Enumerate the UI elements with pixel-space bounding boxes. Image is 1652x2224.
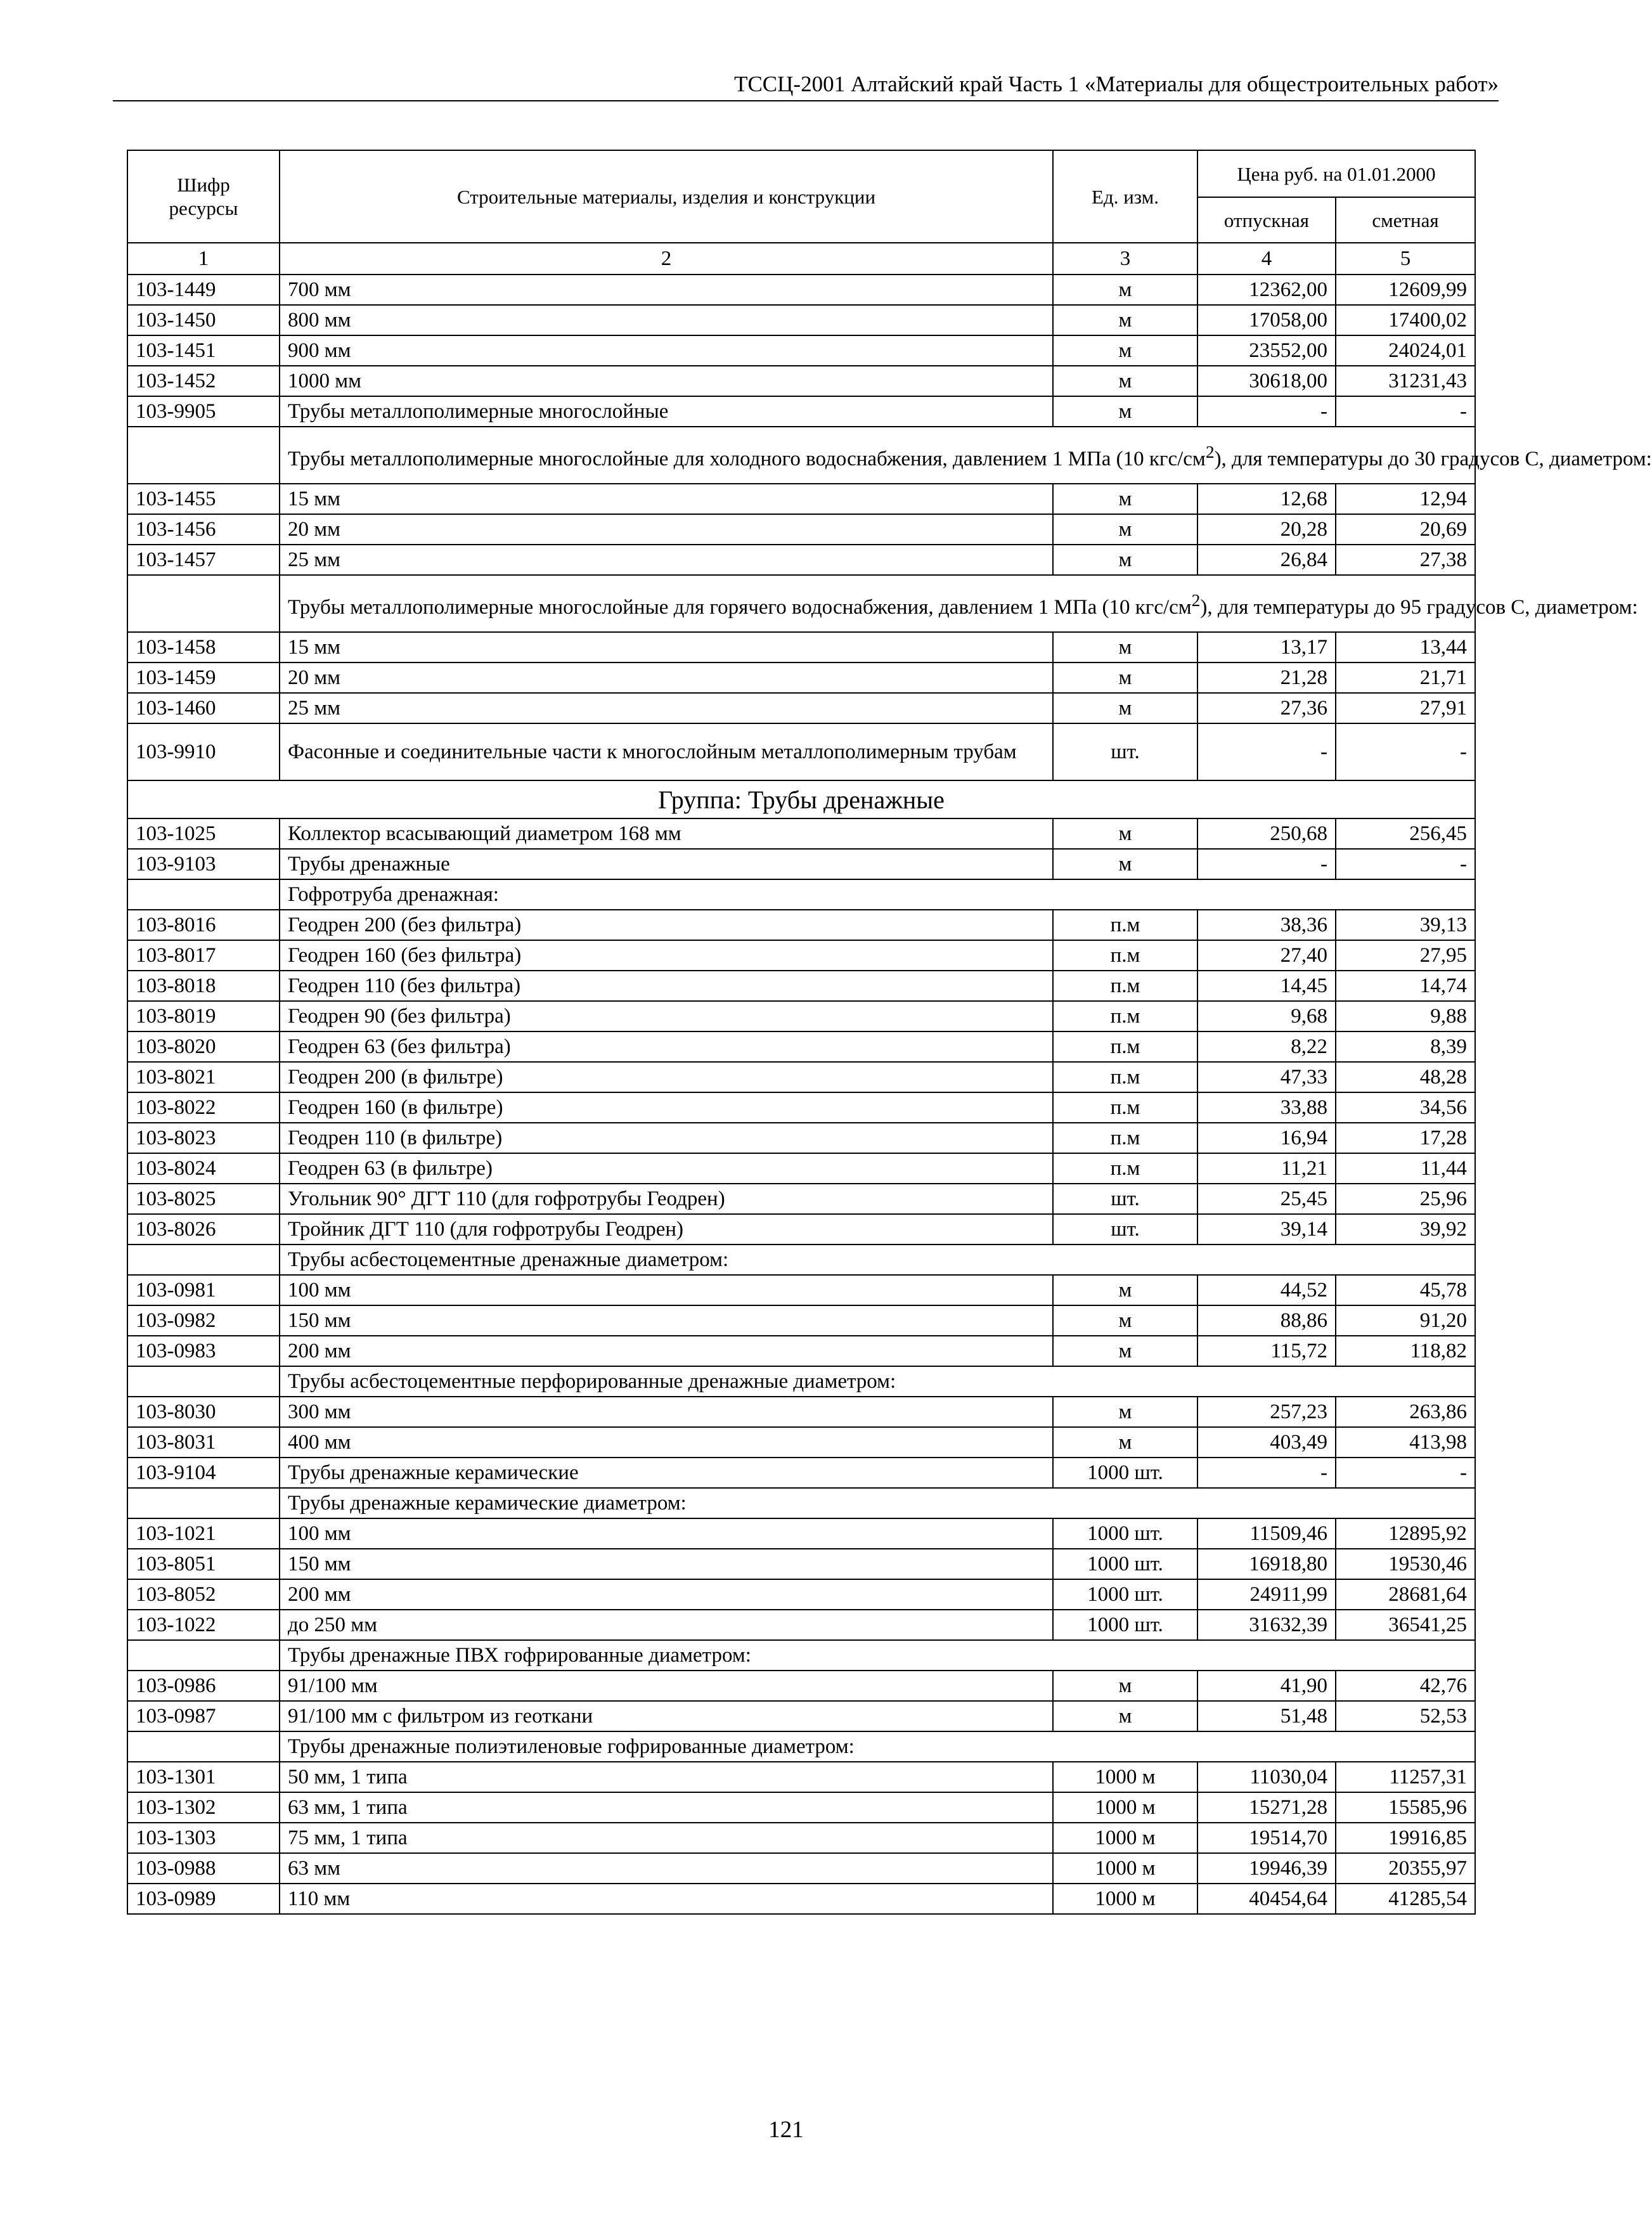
heading-text: Трубы металлополимерные многослойные для холодного водоснабжения, давлением 1 МПа (10 кгс/см [288,447,1206,470]
table-row [127,940,1475,971]
row-release-price: 26,84 [1197,545,1336,575]
row-code: 103-9104 [127,1458,280,1488]
column-number: 2 [280,243,1053,275]
row-unit: м [1053,632,1197,663]
row-estimate-price: 12895,92 [1336,1518,1475,1549]
row-name: до 250 мм [280,1610,1053,1640]
row-code: 103-1302 [127,1792,280,1823]
table-row [127,1792,1475,1823]
row-name: Коллектор всасывающий диаметром 168 мм [280,818,1053,849]
heading-text: ), для температуры до 95 градусов С, диаметром: [1200,595,1638,619]
row-code: 103-1021 [127,1518,280,1549]
row-release-price: 88,86 [1197,1305,1336,1336]
empty-code-cell [127,1488,280,1518]
row-estimate-price: 11,44 [1336,1153,1475,1184]
row-release-price: 24911,99 [1197,1579,1336,1610]
superscript: 2 [1191,590,1201,610]
row-code: 103-8025 [127,1184,280,1214]
header-release: отпускная [1197,197,1336,243]
row-code: 103-1022 [127,1610,280,1640]
row-release-price: 16918,80 [1197,1549,1336,1579]
row-estimate-price: 19916,85 [1336,1823,1475,1853]
row-release-price: 14,45 [1197,971,1336,1001]
row-estimate-price: - [1336,396,1475,427]
row-code: 103-0989 [127,1884,280,1914]
row-estimate-price: - [1336,849,1475,879]
table-row [127,632,1475,663]
row-name: 150 мм [280,1549,1053,1579]
table-row [127,1305,1475,1336]
table-row [127,1092,1475,1123]
table-row [127,1214,1475,1245]
row-name: Геодрен 160 (без фильтра) [280,940,1053,971]
row-release-price: - [1197,1458,1336,1488]
row-unit: м [1053,484,1197,514]
row-estimate-price: 9,88 [1336,1001,1475,1031]
row-name: 200 мм [280,1579,1053,1610]
subsection-heading-row [127,1640,1475,1671]
table-row [127,971,1475,1001]
row-unit: м [1053,366,1197,396]
row-release-price: 51,48 [1197,1701,1336,1731]
row-name: 20 мм [280,514,1053,545]
row-code: 103-1301 [127,1762,280,1792]
subsection-heading-row [127,1731,1475,1762]
row-estimate-price: 8,39 [1336,1031,1475,1062]
table-row [127,693,1475,723]
row-code: 103-1450 [127,305,280,335]
row-release-price: 257,23 [1197,1397,1336,1427]
row-estimate-price: 34,56 [1336,1092,1475,1123]
header-price: Цена руб. на 01.01.2000 [1197,150,1475,197]
row-estimate-price: 14,74 [1336,971,1475,1001]
row-release-price: 12,68 [1197,484,1336,514]
row-estimate-price: 27,91 [1336,693,1475,723]
row-unit: п.м [1053,1031,1197,1062]
row-release-price: 115,72 [1197,1336,1336,1366]
table-row [127,1336,1475,1366]
row-release-price: 13,17 [1197,632,1336,663]
column-number: 1 [127,243,280,275]
row-estimate-price: 91,20 [1336,1305,1475,1336]
row-estimate-price: 25,96 [1336,1184,1475,1214]
empty-code-cell [127,1245,280,1275]
table-row [127,396,1475,427]
table-row [127,514,1475,545]
row-code: 103-1303 [127,1823,280,1853]
page-number: 121 [768,2117,804,2143]
row-unit: м [1053,1336,1197,1366]
row-estimate-price: 20355,97 [1336,1853,1475,1884]
row-name: 63 мм [280,1853,1053,1884]
row-unit: 1000 м [1053,1792,1197,1823]
row-name: Геодрен 90 (без фильтра) [280,1001,1053,1031]
superscript: 2 [1205,441,1215,462]
price-table [127,150,1652,1915]
row-unit: п.м [1053,1001,1197,1031]
row-unit: м [1053,305,1197,335]
subsection-heading-row [127,1366,1475,1397]
row-name: 110 мм [280,1884,1053,1914]
running-head: ТССЦ-2001 Алтайский край Часть 1 «Материалы для общестроительных работ» [113,68,1499,101]
row-release-price: 20,28 [1197,514,1336,545]
row-estimate-price: 39,13 [1336,910,1475,940]
row-name: 700 мм [280,275,1053,305]
row-name: Трубы металлополимерные многослойные [280,396,1053,427]
table-row [127,1275,1475,1305]
row-unit: м [1053,1701,1197,1731]
row-release-price: 44,52 [1197,1275,1336,1305]
row-code: 103-0988 [127,1853,280,1884]
row-name: Геодрен 110 (в фильтре) [280,1123,1053,1153]
table-row [127,1031,1475,1062]
row-name: 63 мм, 1 типа [280,1792,1053,1823]
row-code: 103-1458 [127,632,280,663]
subsection-heading-row [127,1488,1475,1518]
table-row [127,818,1475,849]
row-code: 103-8024 [127,1153,280,1184]
row-unit: м [1053,1427,1197,1458]
table-row [127,910,1475,940]
row-release-price: 403,49 [1197,1427,1336,1458]
row-unit: 1000 шт. [1053,1579,1197,1610]
row-code: 103-8051 [127,1549,280,1579]
row-name: Трубы дренажные [280,849,1053,879]
row-release-price: 9,68 [1197,1001,1336,1031]
row-unit: п.м [1053,1153,1197,1184]
row-unit: 1000 шт. [1053,1518,1197,1549]
row-name: 50 мм, 1 типа [280,1762,1053,1792]
row-estimate-price: 15585,96 [1336,1792,1475,1823]
column-number: 5 [1336,243,1475,275]
row-estimate-price: 17,28 [1336,1123,1475,1153]
table-row [127,1884,1475,1914]
subsection-heading [280,575,1638,632]
row-unit: м [1053,1397,1197,1427]
group-title: Группа: Трубы дренажные [127,780,1475,818]
subsection-heading: Трубы дренажные полиэтиленовые гофрированные диаметром: [280,1731,1475,1762]
table-row [127,1062,1475,1092]
row-code: 103-0987 [127,1701,280,1731]
row-estimate-price: 36541,25 [1336,1610,1475,1640]
row-estimate-price: 413,98 [1336,1427,1475,1458]
table-row [127,1823,1475,1853]
row-unit: 1000 м [1053,1853,1197,1884]
row-code: 103-8019 [127,1001,280,1031]
row-name: 15 мм [280,484,1053,514]
row-code: 103-8020 [127,1031,280,1062]
subsection-heading: Трубы дренажные керамические диаметром: [280,1488,1475,1518]
row-unit: 1000 шт. [1053,1549,1197,1579]
subsection-heading: Трубы асбестоцементные перфорированные дренажные диаметром: [280,1366,1475,1397]
row-estimate-price: 12609,99 [1336,275,1475,305]
table-row [127,1549,1475,1579]
row-release-price: 30618,00 [1197,366,1336,396]
row-release-price: 23552,00 [1197,335,1336,366]
row-unit: 1000 м [1053,1823,1197,1853]
subsection-heading-row [127,1245,1475,1275]
row-release-price: 15271,28 [1197,1792,1336,1823]
table-row [127,1518,1475,1549]
row-unit: м [1053,396,1197,427]
subsection-heading: Гофротруба дренажная: [280,879,1475,910]
row-code: 103-1455 [127,484,280,514]
row-release-price: 27,40 [1197,940,1336,971]
table-row [127,723,1475,780]
row-estimate-price: 12,94 [1336,484,1475,514]
table-row [127,484,1475,514]
table-row [127,1153,1475,1184]
subsection-heading: Трубы дренажные ПВХ гофрированные диаметром: [280,1640,1475,1671]
row-code: 103-1459 [127,663,280,693]
row-estimate-price: - [1336,1458,1475,1488]
table-row [127,1001,1475,1031]
row-name: 400 мм [280,1427,1053,1458]
row-code: 103-8018 [127,971,280,1001]
row-estimate-price: 13,44 [1336,632,1475,663]
row-unit: м [1053,663,1197,693]
row-code: 103-1449 [127,275,280,305]
subsection-heading-row [127,879,1475,910]
row-estimate-price: 24024,01 [1336,335,1475,366]
row-code: 103-8052 [127,1579,280,1610]
row-name: 91/100 мм с фильтром из геоткани [280,1701,1053,1731]
row-estimate-price: 31231,43 [1336,366,1475,396]
column-number: 4 [1197,243,1336,275]
row-unit: 1000 шт. [1053,1458,1197,1488]
row-name: 15 мм [280,632,1053,663]
row-code: 103-8026 [127,1214,280,1245]
row-name: Геодрен 63 (в фильтре) [280,1153,1053,1184]
row-unit: шт. [1053,723,1197,780]
row-code: 103-1452 [127,366,280,396]
row-name: 200 мм [280,1336,1053,1366]
row-estimate-price: 256,45 [1336,818,1475,849]
table-row [127,545,1475,575]
row-release-price: 12362,00 [1197,275,1336,305]
row-estimate-price: 20,69 [1336,514,1475,545]
row-name: 20 мм [280,663,1053,693]
row-estimate-price: 39,92 [1336,1214,1475,1245]
row-estimate-price: 48,28 [1336,1062,1475,1092]
row-unit: п.м [1053,940,1197,971]
table-row [127,1579,1475,1610]
row-unit: м [1053,335,1197,366]
row-unit: м [1053,545,1197,575]
row-estimate-price: 263,86 [1336,1397,1475,1427]
table-row [127,1671,1475,1701]
row-name: Геодрен 200 (без фильтра) [280,910,1053,940]
row-code: 103-8031 [127,1427,280,1458]
row-release-price: 11030,04 [1197,1762,1336,1792]
row-name: 75 мм, 1 типа [280,1823,1053,1853]
row-estimate-price: 118,82 [1336,1336,1475,1366]
row-estimate-price: 19530,46 [1336,1549,1475,1579]
subsection-heading-row [127,575,1475,632]
row-estimate-price: 52,53 [1336,1701,1475,1731]
table-row [127,1853,1475,1884]
row-code: 103-0981 [127,1275,280,1305]
row-estimate-price: - [1336,723,1475,780]
row-unit: м [1053,693,1197,723]
row-release-price: 19946,39 [1197,1853,1336,1884]
row-code: 103-8017 [127,940,280,971]
table-row [127,1397,1475,1427]
row-unit: м [1053,1275,1197,1305]
table-row [127,275,1475,305]
subsection-heading [280,427,1652,484]
row-name: Геодрен 110 (без фильтра) [280,971,1053,1001]
row-estimate-price: 28681,64 [1336,1579,1475,1610]
row-release-price: 25,45 [1197,1184,1336,1214]
row-release-price: 250,68 [1197,818,1336,849]
row-name: 100 мм [280,1275,1053,1305]
row-estimate-price: 27,95 [1336,940,1475,971]
table-row [127,305,1475,335]
row-unit: п.м [1053,1092,1197,1123]
table-row [127,849,1475,879]
row-name: 25 мм [280,693,1053,723]
empty-code-cell [127,1366,280,1397]
row-release-price: 11,21 [1197,1153,1336,1184]
table-header [127,150,1475,275]
row-release-price: 39,14 [1197,1214,1336,1245]
table-row [127,1701,1475,1731]
table-row [127,1610,1475,1640]
row-unit: шт. [1053,1214,1197,1245]
row-unit: м [1053,275,1197,305]
row-code: 103-0983 [127,1336,280,1366]
subsection-heading: Трубы асбестоцементные дренажные диаметром: [280,1245,1475,1275]
empty-code-cell [127,879,280,910]
column-number: 3 [1053,243,1197,275]
header-name: Строительные материалы, изделия и конструкции [280,150,1053,243]
row-code: 103-9905 [127,396,280,427]
row-name: Геодрен 200 (в фильтре) [280,1062,1053,1092]
row-release-price: 38,36 [1197,910,1336,940]
row-unit: шт. [1053,1184,1197,1214]
row-code: 103-1456 [127,514,280,545]
empty-code-cell [127,1640,280,1671]
table-row [127,335,1475,366]
row-release-price: 11509,46 [1197,1518,1336,1549]
row-code: 103-0986 [127,1671,280,1701]
empty-code-cell [127,1731,280,1762]
row-code: 103-8022 [127,1092,280,1123]
row-name: Геодрен 63 (без фильтра) [280,1031,1053,1062]
row-estimate-price: 11257,31 [1336,1762,1475,1792]
row-estimate-price: 27,38 [1336,545,1475,575]
row-unit: 1000 шт. [1053,1610,1197,1640]
row-unit: м [1053,514,1197,545]
row-code: 103-8023 [127,1123,280,1153]
row-name: 25 мм [280,545,1053,575]
row-release-price: 8,22 [1197,1031,1336,1062]
row-release-price: 31632,39 [1197,1610,1336,1640]
row-code: 103-8030 [127,1397,280,1427]
row-release-price: 27,36 [1197,693,1336,723]
row-name: 91/100 мм [280,1671,1053,1701]
row-unit: п.м [1053,971,1197,1001]
row-name: Трубы дренажные керамические [280,1458,1053,1488]
row-name: Угольник 90° ДГТ 110 (для гофротрубы Геодрен) [280,1184,1053,1214]
row-unit: 1000 м [1053,1762,1197,1792]
row-name: 1000 мм [280,366,1053,396]
row-unit: п.м [1053,910,1197,940]
group-row [127,780,1475,818]
row-name: 300 мм [280,1397,1053,1427]
row-code: 103-8021 [127,1062,280,1092]
row-code: 103-9103 [127,849,280,879]
row-release-price: - [1197,849,1336,879]
table-row [127,366,1475,396]
row-release-price: 16,94 [1197,1123,1336,1153]
row-code: 103-1451 [127,335,280,366]
row-estimate-price: 17400,02 [1336,305,1475,335]
row-name: Фасонные и соединительные части к многослойным металлополимерным трубам [280,723,1053,780]
row-code: 103-0982 [127,1305,280,1336]
table-row [127,1458,1475,1488]
row-code: 103-1460 [127,693,280,723]
header-code: Шифр ресурсы [127,150,280,243]
heading-text: Трубы металлополимерные многослойные для горячего водоснабжения, давлением 1 МПа (10 кгс/см [288,595,1192,619]
row-estimate-price: 41285,54 [1336,1884,1475,1914]
row-release-price: 19514,70 [1197,1823,1336,1853]
empty-code-cell [127,575,280,632]
row-unit: м [1053,1305,1197,1336]
row-code: 103-1025 [127,818,280,849]
row-name: 150 мм [280,1305,1053,1336]
row-name: 800 мм [280,305,1053,335]
table-row [127,1427,1475,1458]
row-estimate-price: 42,76 [1336,1671,1475,1701]
row-name: Геодрен 160 (в фильтре) [280,1092,1053,1123]
header-estimate: сметная [1336,197,1475,243]
row-unit: п.м [1053,1062,1197,1092]
row-release-price: 33,88 [1197,1092,1336,1123]
row-name: 100 мм [280,1518,1053,1549]
table-row [127,1123,1475,1153]
row-release-price: 17058,00 [1197,305,1336,335]
row-unit: м [1053,849,1197,879]
row-name: 900 мм [280,335,1053,366]
row-code: 103-9910 [127,723,280,780]
header-unit: Ед. изм. [1053,150,1197,243]
row-release-price: 21,28 [1197,663,1336,693]
row-code: 103-1457 [127,545,280,575]
row-release-price: - [1197,396,1336,427]
table-row [127,663,1475,693]
row-unit: м [1053,818,1197,849]
subsection-heading-row [127,427,1475,484]
row-unit: п.м [1053,1123,1197,1153]
row-name: Тройник ДГТ 110 (для гофротрубы Геодрен) [280,1214,1053,1245]
heading-text: ), для температуры до 30 градусов С, диаметром: [1214,447,1652,470]
row-estimate-price: 45,78 [1336,1275,1475,1305]
empty-code-cell [127,427,280,484]
row-unit: м [1053,1671,1197,1701]
row-release-price: 41,90 [1197,1671,1336,1701]
row-code: 103-8016 [127,910,280,940]
row-release-price: 40454,64 [1197,1884,1336,1914]
table-row [127,1184,1475,1214]
row-unit: 1000 м [1053,1884,1197,1914]
table-row [127,1762,1475,1792]
row-release-price: - [1197,723,1336,780]
row-estimate-price: 21,71 [1336,663,1475,693]
row-release-price: 47,33 [1197,1062,1336,1092]
